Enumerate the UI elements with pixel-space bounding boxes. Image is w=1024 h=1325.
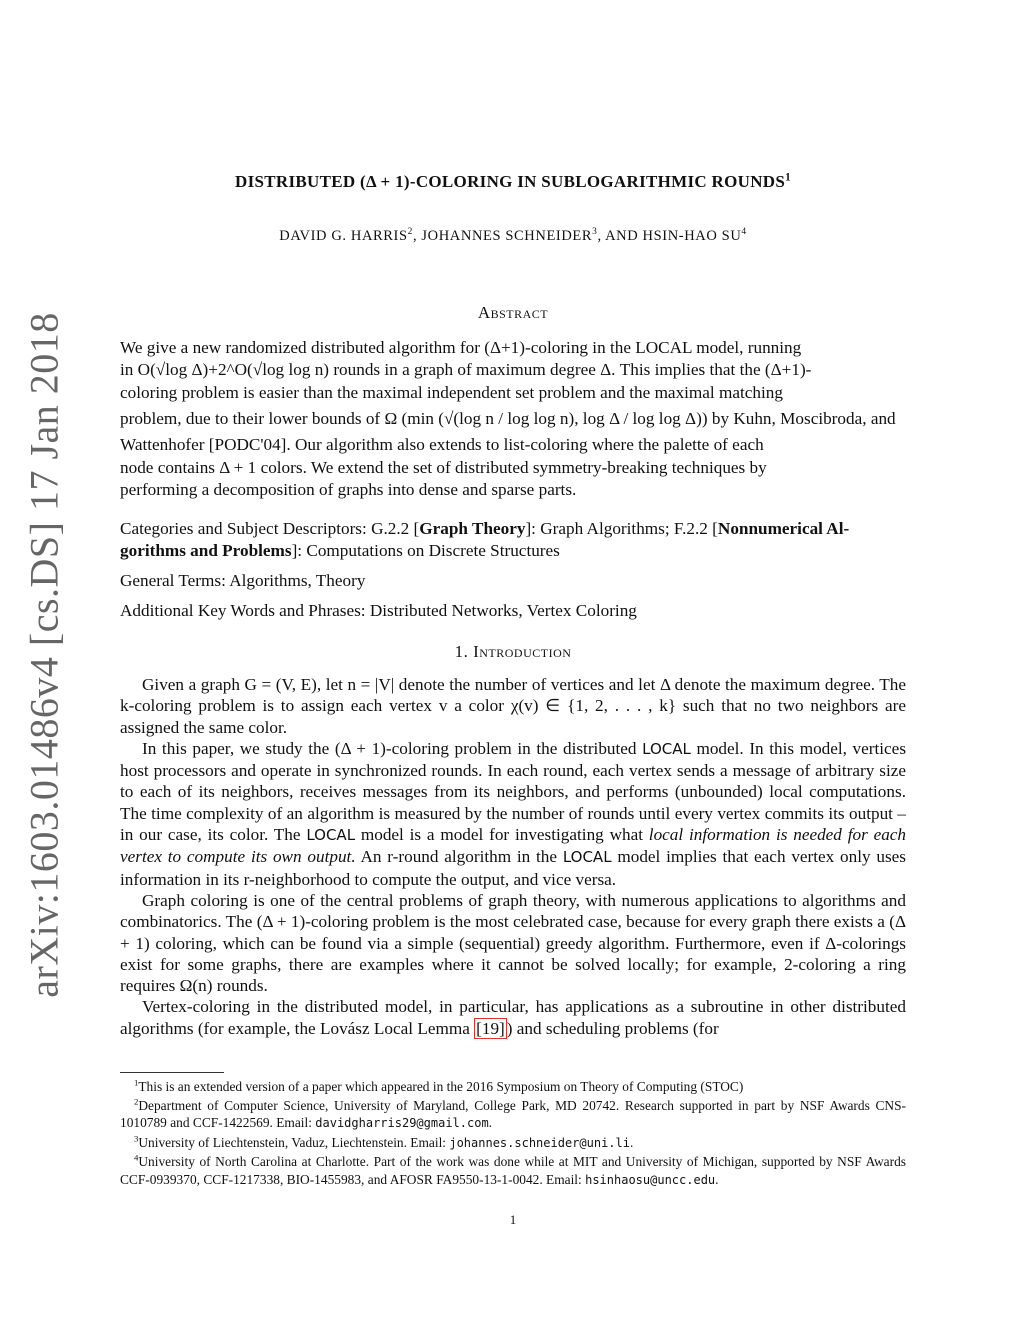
categories [120,518,906,563]
footnote-mark: 3 [134,1133,139,1144]
introduction-body [120,674,906,1039]
abstract-line: performing a decomposition of graphs into dense and sparse parts. [120,480,577,500]
footnote-text: This is an extended version of a paper which appeared in the 2016 Symposium on Theory of Computing (STOC) [138,1079,744,1094]
author-list [120,228,906,245]
categories-prefix: Categories and Subject Descriptors: G.2.2 [ [120,519,420,538]
page-number: 1 [509,1212,517,1227]
email-harris[interactable]: davidgharris29@gmail.com [315,1116,489,1131]
footnote-text: Department of Computer Science, University of Maryland, College Park, MD 20742. Research supported in part by NSF Awards CNS-1010789 and CCF-1422569. Email: [120,1097,906,1131]
p4-text: ) and scheduling problems (for [506,1018,719,1038]
author-su-mark: 4 [741,227,747,238]
footnote-text: University of North Carolina at Charlotte. Part of the work was done while at MIT and University of Michigan, supported by NSF Awards CCF-0939370, CCF-1217338, BIO-1455983, and AFOSR FA9550-13-1-0042. Email: [120,1154,906,1187]
author-harris: DAVID G. HARRIS [279,228,408,244]
p2-text: model implies that each vertex only uses information in its r-neighborhood to compute the output, and vice versa. [120,847,906,889]
author-separator: , AND [597,228,643,244]
abstract-heading: Abstract [477,303,549,322]
author-schneider: JOHANNES SCHNEIDER [421,228,593,244]
title-footnote-mark: 1 [785,171,791,184]
abstract-line: node contains Δ + 1 colors. We extend the set of distributed symmetry-breaking techniques by [120,457,767,477]
email-schneider[interactable]: johannes.schneider@uni.li [449,1135,630,1150]
local-model-term: LOCAL [562,848,612,867]
p2-italic: local information is needed for each vertex to compute its own output. [120,825,907,867]
author-separator: , [412,228,422,244]
p2-text: model is a model for investigating what [355,825,649,845]
author-su: HSIN-HAO SU [642,228,742,244]
footnote-text: University of Liechtenstein, Vaduz, Liechtenstein. Email: [138,1134,450,1150]
p2-text: In this paper, we study the (Δ + 1)-coloring problem in the distributed [142,738,643,758]
local-model-term: LOCAL [306,826,356,845]
paper-title [120,172,906,192]
p2-text: model. In this model, vertices host processors and operate in synchronized rounds. In each round, each vertex sends a message of arbitrary size to each of its neighbors, receives messages from its neighbors, and performs (unbounded) local computations. The time complexity of an algorithm is measured by the number of rounds until every vertex commits its output – in our case, its color. The [120,738,907,845]
citation-link-19[interactable]: [19] [476,1018,505,1038]
p2-text: An r-round algorithm in the [355,847,563,867]
p4-text: Vertex-coloring in the distributed model, in particular, has applications as a subroutine in other distributed algorithms (for example, the Lovász Local Lemma [120,997,906,1038]
arxiv-side-stamp [21,312,67,998]
footnote-mark: 1 [134,1077,139,1088]
footnote-mark: 4 [134,1152,139,1163]
author-harris-mark: 2 [407,227,413,238]
category-nonnumerical: Nonnumerical Al- gorithms and Problems [120,519,850,561]
categories-mid: ]: Graph Algorithms; F.2.2 [ [525,519,718,538]
abstract-line: Wattenhofer [PODC'04]. Our algorithm also extends to list-coloring where the palette of each [120,435,764,455]
abstract-line: coloring problem is easier than the maximal independent set problem and the maximal matching [120,382,783,402]
footnotes [120,1078,906,1191]
arxiv-id-text: arXiv:1603.01486v4 [cs.DS] 17 Jan 2018 [21,312,67,998]
abstract-body [120,337,906,501]
abstract-line: problem, due to their lower bounds of Ω (min (√(log n / log log n), log Δ / log log Δ)) by Kuhn, Moscibroda, and [120,409,896,429]
category-graph-theory: Graph Theory [419,519,526,538]
title-text: DISTRIBUTED (Δ + 1)-COLORING IN SUBLOGARITHMIC ROUNDS [235,172,786,191]
section-heading-introduction: 1. Introduction [454,642,572,661]
paragraph-3: Graph coloring is one of the central problems of graph theory, with numerous applications to algorithms and combinatorics. The (Δ + 1)-coloring problem is the most celebrated case, because for every graph there exists a (Δ + 1) coloring, which can be found via a simple (sequential) greedy algorithm. Furthermore, even if Δ-colorings exist for some graphs, there are examples where it cannot be solved locally; for example, 2-coloring a ring requires Ω(n) rounds. [120,890,906,996]
footnote-rule [120,1072,224,1073]
paragraph-2 [120,738,906,890]
categories-suffix: ]: Computations on Discrete Structures [291,541,560,561]
footnote-2: $^2$Department of Computer Science, University of Maryland, College Park, MD 20742. Research supported in part by NSF Awards CNS-1010789 and CCF-1422569. Email: davidgharris29@gmail.com. [120,1096,906,1131]
footnote-4: $^4$University of North Carolina at Charlotte. Part of the work was done while at MIT and University of Michigan, supported by NSF Awards CCF-0939370, CCF-1217338, BIO-1455983, and AFOSR FA9550-13-1-0042. Email: hsinhaosu@uncc.edu. [120,1152,906,1187]
email-su[interactable]: hsinhaosu@uncc.edu [585,1172,716,1187]
author-schneider-mark: 3 [592,227,598,238]
general-terms: General Terms: Algorithms, Theory [120,571,366,590]
local-model-term: LOCAL [642,739,691,758]
keywords: Additional Key Words and Phrases: Distributed Networks, Vertex Coloring [120,601,637,620]
footnote-1 [120,1078,906,1096]
footnote-mark: 2 [134,1096,139,1107]
abstract-line: We give a new randomized distributed algorithm for (Δ+1)-coloring in the LOCAL model, running [120,338,802,357]
paragraph-1: Given a graph G = (V, E), let n = |V| denote the number of vertices and let Δ denote the maximum degree. The k-coloring problem is to assign each vertex v a color χ(v) ∈ {1, 2, . . . , k} such that no two neighbors are assigned the same color. [120,675,906,737]
paragraph-4 [120,996,906,1039]
footnote-3: $^3$University of Liechtenstein, Vaduz, Liechtenstein. Email: johannes.schneider@uni.li. [134,1133,634,1150]
abstract-line: in O(√log Δ)+2^O(√log log n) rounds in a graph of maximum degree Δ. This implies that the (Δ+1)- [120,360,812,380]
